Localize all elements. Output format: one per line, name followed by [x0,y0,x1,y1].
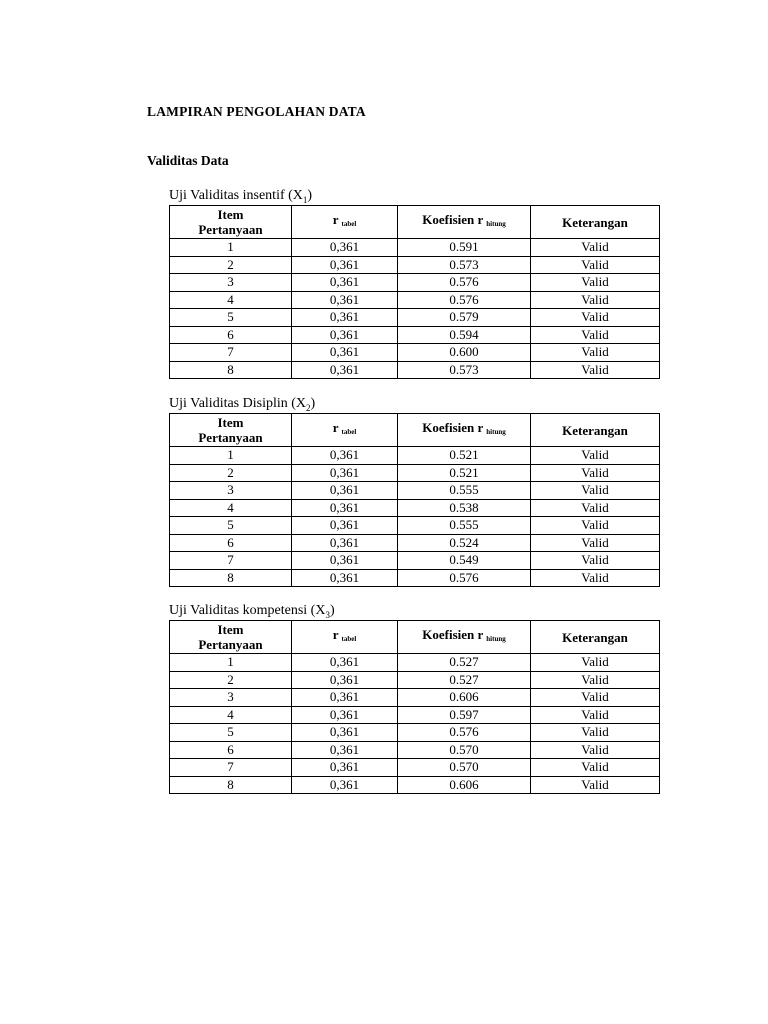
cell-r-tabel: 0,361 [292,464,398,482]
table-row [170,689,660,707]
header-r-tabel-sub: tabel [341,635,357,643]
header-r-tabel-text: r [332,212,339,227]
cell-keterangan: Valid [531,671,660,689]
cell-r-hitung: 0.576 [398,274,531,292]
cell-r-hitung: 0.555 [398,517,531,535]
header-item-line2: Pertanyaan [198,430,263,445]
cell-r-hitung: 0.606 [398,776,531,794]
table-row [170,344,660,362]
header-keterangan: Keterangan [531,414,660,447]
cell-r-hitung: 0.576 [398,724,531,742]
header-item-line1: Item [217,207,244,222]
cell-keterangan: Valid [531,706,660,724]
cell-keterangan: Valid [531,326,660,344]
cell-keterangan: Valid [531,499,660,517]
cell-keterangan: Valid [531,534,660,552]
table-row [170,534,660,552]
cell-item-number: 8 [170,569,292,587]
header-koefisien-sub: hitung [486,428,506,436]
cell-keterangan: Valid [531,291,660,309]
cell-r-hitung: 0.549 [398,552,531,570]
header-item-pertanyaan [170,621,292,654]
cell-item-number: 8 [170,361,292,379]
cell-r-hitung: 0.606 [398,689,531,707]
header-r-tabel-text: r [332,627,339,642]
table-body [170,239,660,379]
cell-keterangan: Valid [531,482,660,500]
cell-keterangan: Valid [531,239,660,257]
header-r-tabel-sub: tabel [341,428,357,436]
cell-r-hitung: 0.600 [398,344,531,362]
cell-item-number: 3 [170,482,292,500]
cell-item-number: 4 [170,291,292,309]
table-row [170,741,660,759]
cell-r-tabel: 0,361 [292,569,398,587]
header-r-tabel [292,621,398,654]
table-row [170,326,660,344]
table-row [170,464,660,482]
cell-r-tabel: 0,361 [292,344,398,362]
table-row [170,724,660,742]
caption-close: ) [310,396,316,411]
cell-keterangan: Valid [531,689,660,707]
cell-item-number: 8 [170,776,292,794]
header-koefisien-text: Koefisien r [422,212,484,227]
table-row [170,291,660,309]
table-row [170,239,660,257]
cell-keterangan: Valid [531,741,660,759]
header-koefisien [398,206,531,239]
table-row [170,447,660,465]
table-row [170,552,660,570]
cell-keterangan: Valid [531,447,660,465]
cell-r-tabel: 0,361 [292,534,398,552]
cell-item-number: 3 [170,689,292,707]
cell-r-tabel: 0,361 [292,309,398,327]
section-title: Validitas Data [147,153,229,168]
cell-item-number: 4 [170,706,292,724]
cell-item-number: 2 [170,464,292,482]
cell-r-tabel: 0,361 [292,517,398,535]
cell-r-tabel: 0,361 [292,482,398,500]
cell-keterangan: Valid [531,569,660,587]
table-row [170,499,660,517]
table-caption [169,602,659,620]
table-row [170,759,660,777]
table-row [170,517,660,535]
table-row [170,482,660,500]
cell-r-hitung: 0.570 [398,741,531,759]
validity-table-block-x3 [169,602,659,794]
cell-r-hitung: 0.576 [398,291,531,309]
cell-r-tabel: 0,361 [292,447,398,465]
cell-r-tabel: 0,361 [292,689,398,707]
header-item-line2: Pertanyaan [198,637,263,652]
table-header-row [170,414,660,447]
cell-item-number: 4 [170,499,292,517]
caption-close: ) [307,188,313,203]
header-item-line2: Pertanyaan [198,222,263,237]
cell-keterangan: Valid [531,344,660,362]
table-row [170,776,660,794]
cell-r-hitung: 0.527 [398,671,531,689]
cell-keterangan: Valid [531,776,660,794]
cell-r-tabel: 0,361 [292,671,398,689]
header-keterangan: Keterangan [531,621,660,654]
cell-r-hitung: 0.594 [398,326,531,344]
header-koefisien-text: Koefisien r [422,420,484,435]
validity-table-block-x1 [169,187,659,379]
caption-subscript: 2 [306,402,311,413]
table-body [170,447,660,587]
caption-text: Uji Validitas insentif (X [169,188,303,203]
validity-table-block-x2 [169,395,659,587]
cell-r-hitung: 0.573 [398,256,531,274]
caption-close: ) [329,603,335,618]
cell-r-tabel: 0,361 [292,741,398,759]
table-row [170,309,660,327]
header-r-tabel-sub: tabel [341,220,357,228]
header-r-tabel [292,206,398,239]
header-koefisien [398,414,531,447]
cell-r-hitung: 0.524 [398,534,531,552]
cell-r-tabel: 0,361 [292,724,398,742]
cell-r-hitung: 0.579 [398,309,531,327]
cell-r-hitung: 0.576 [398,569,531,587]
cell-r-tabel: 0,361 [292,291,398,309]
caption-text: Uji Validitas Disiplin (X [169,396,307,411]
cell-r-hitung: 0.555 [398,482,531,500]
validity-table [169,413,660,587]
cell-keterangan: Valid [531,274,660,292]
cell-r-hitung: 0.527 [398,654,531,672]
cell-item-number: 2 [170,671,292,689]
cell-item-number: 1 [170,239,292,257]
header-item-pertanyaan [170,414,292,447]
cell-item-number: 6 [170,741,292,759]
cell-r-hitung: 0.597 [398,706,531,724]
cell-keterangan: Valid [531,552,660,570]
validity-table [169,620,660,794]
table-row [170,256,660,274]
cell-keterangan: Valid [531,361,660,379]
cell-r-tabel: 0,361 [292,361,398,379]
header-koefisien [398,621,531,654]
header-r-tabel-text: r [332,420,339,435]
cell-keterangan: Valid [531,724,660,742]
cell-item-number: 7 [170,344,292,362]
table-header-row [170,621,660,654]
caption-text: Uji Validitas kompetensi (X [169,603,326,618]
cell-keterangan: Valid [531,759,660,777]
cell-r-tabel: 0,361 [292,776,398,794]
cell-item-number: 6 [170,326,292,344]
table-row [170,361,660,379]
cell-item-number: 1 [170,447,292,465]
header-item-line1: Item [217,622,244,637]
cell-r-hitung: 0.570 [398,759,531,777]
cell-r-tabel: 0,361 [292,706,398,724]
table-row [170,654,660,672]
table-row [170,706,660,724]
cell-item-number: 7 [170,552,292,570]
cell-item-number: 5 [170,724,292,742]
cell-keterangan: Valid [531,517,660,535]
table-header-row [170,206,660,239]
header-koefisien-sub: hitung [486,635,506,643]
cell-r-tabel: 0,361 [292,759,398,777]
cell-item-number: 2 [170,256,292,274]
cell-r-hitung: 0.521 [398,447,531,465]
cell-r-hitung: 0.591 [398,239,531,257]
table-body [170,654,660,794]
cell-keterangan: Valid [531,464,660,482]
header-koefisien-text: Koefisien r [422,627,484,642]
table-row [170,274,660,292]
caption-subscript: 1 [302,194,308,205]
cell-item-number: 3 [170,274,292,292]
cell-r-hitung: 0.573 [398,361,531,379]
page-title: LAMPIRAN PENGOLAHAN DATA [147,104,366,119]
cell-item-number: 5 [170,517,292,535]
cell-item-number: 5 [170,309,292,327]
cell-item-number: 1 [170,654,292,672]
cell-r-tabel: 0,361 [292,552,398,570]
table-row [170,569,660,587]
cell-r-tabel: 0,361 [292,654,398,672]
cell-keterangan: Valid [531,256,660,274]
table-row [170,671,660,689]
cell-r-tabel: 0,361 [292,499,398,517]
header-koefisien-sub: hitung [486,220,506,228]
cell-r-hitung: 0.538 [398,499,531,517]
header-r-tabel [292,414,398,447]
cell-item-number: 7 [170,759,292,777]
table-caption [169,187,659,205]
cell-keterangan: Valid [531,309,660,327]
cell-r-tabel: 0,361 [292,256,398,274]
cell-keterangan: Valid [531,654,660,672]
header-item-pertanyaan [170,206,292,239]
cell-item-number: 6 [170,534,292,552]
header-item-line1: Item [217,415,244,430]
validity-table [169,205,660,379]
cell-r-hitung: 0.521 [398,464,531,482]
cell-r-tabel: 0,361 [292,326,398,344]
caption-subscript: 3 [325,609,330,620]
header-keterangan: Keterangan [531,206,660,239]
table-caption [169,395,659,413]
cell-r-tabel: 0,361 [292,274,398,292]
cell-r-tabel: 0,361 [292,239,398,257]
